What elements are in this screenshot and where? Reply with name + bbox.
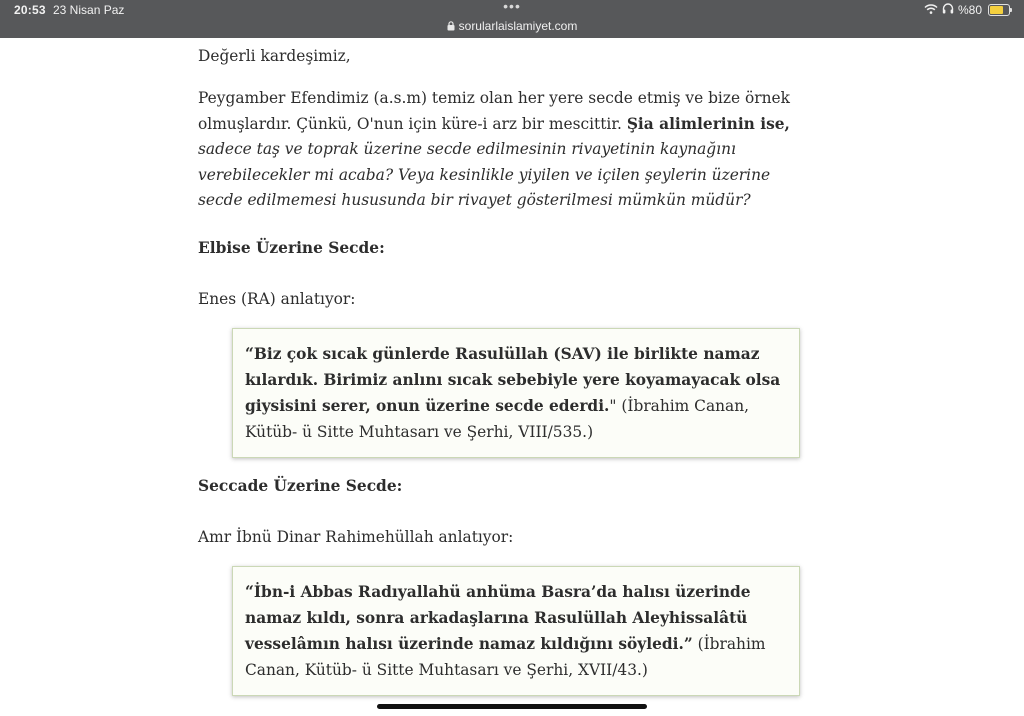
multitasking-dots-icon[interactable]: •••: [503, 0, 521, 14]
lock-icon: [447, 20, 455, 34]
status-icons: [924, 3, 1010, 17]
address-bar[interactable]: [0, 19, 1024, 34]
status-time: 20:53: [14, 3, 46, 17]
status-date: 23 Nisan Paz: [53, 3, 125, 17]
quote-box-1: [232, 328, 800, 458]
intro-bold: Şia alimlerinin ise,: [626, 114, 790, 133]
quote-1-text: “Biz çok sıcak günlerde Rasulüllah (SAV) ile birlikte namaz kılardık. Birimiz anlını sıcak sebebiyle yere koyamayacak olsa giysisini serer, onun üzerine secde ederdi.: [245, 345, 781, 415]
heading-elbise: Elbise Üzerine Secde:: [198, 239, 385, 257]
wifi-icon: [924, 3, 938, 17]
headphones-icon: [942, 3, 954, 17]
battery-percent: %80: [957, 3, 982, 17]
quote-box-2: [232, 566, 800, 696]
quote-2-text: “İbn-i Abbas Radıyallahü anhüma Basra’da halısı üzerinde namaz kıldı, sonra arkadaşlarına Rasulüllah Aleyhissalâtü vesselâmın halısı üzerinde namaz kıldığını söyledi.”: [245, 583, 751, 653]
intro-paragraph: [198, 86, 808, 214]
greeting: Değerli kardeşimiz,: [198, 47, 351, 65]
narrator-amr: Amr İbnü Dinar Rahimehüllah anlatıyor:: [198, 528, 514, 546]
home-indicator[interactable]: [377, 704, 647, 709]
intro-italic: sadece taş ve toprak üzerine secde edilmesinin rivayetinin kaynağını verebilecekler mi acaba? Veya kesinlikle yiyilen ve içilen şeylerin üzerine secde edilmemesi hususunda bir rivayet gösterilmesi mümkün müdür?: [198, 140, 771, 209]
intro-text: Peygamber Efendimiz (a.s.m) temiz olan her yere secde etmiş ve bize örnek olmuşlardır. Çünkü, O'nun için küre-i arz bir mescittir.: [198, 89, 790, 133]
quote-2-source: (İbrahim Canan, Kütüb- ü Sitte Muhtasarı ve Şerhi, XVII/43.): [245, 635, 766, 679]
battery-icon: [988, 4, 1010, 16]
heading-seccade: Seccade Üzerine Secde:: [198, 477, 403, 495]
quote-1-source: " (İbrahim Canan, Kütüb- ü Sitte Muhtasarı ve Şerhi, VIII/535.): [245, 397, 750, 441]
status-bar: [0, 0, 1024, 38]
narrator-enes: Enes (RA) anlatıyor:: [198, 290, 356, 308]
url-text: sorularlaislamiyet.com: [458, 19, 578, 33]
